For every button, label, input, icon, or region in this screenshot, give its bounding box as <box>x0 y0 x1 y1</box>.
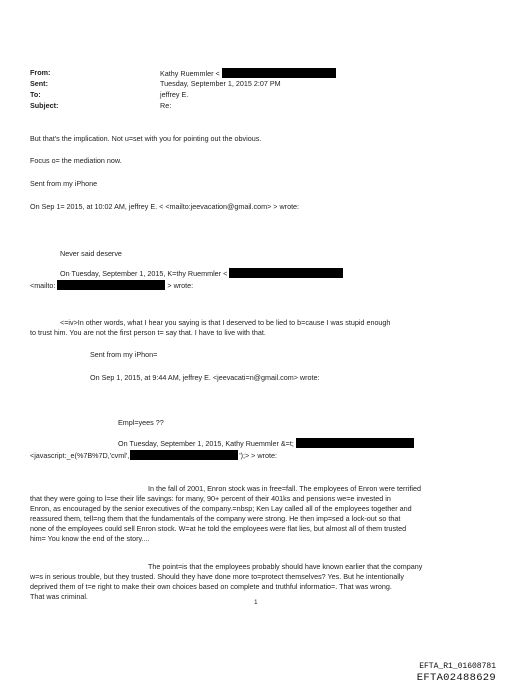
quote-employees: Empl=yees ?? <box>118 418 164 427</box>
javascript-prefix: <javascript:_e(%7B%7D,'cvml', <box>30 451 130 460</box>
sent-value: Tuesday, September 1, 2015 2:07 PM <box>160 79 281 88</box>
enron-line-4: reassured them, tell=ng them that the fundamentals of the company were strong. He then imp=sed a lock-out so that <box>30 514 401 523</box>
quote-header-tuesday-1 <box>60 268 343 279</box>
quote-javascript-line <box>30 450 277 461</box>
doc-id-small: EFTA_R1_01608781 <box>419 662 496 671</box>
enron-line-6: him= You know the end of the story.... <box>30 534 150 543</box>
subject-label: Subject: <box>30 101 59 110</box>
from-label: From: <box>30 68 51 77</box>
body-line-quote-header: On Sep 1= 2015, at 10:02 AM, jeffrey E. < <mailto:jeevacation@gmail.com> > wrote: <box>30 202 300 211</box>
quote-header-text: On Tuesday, September 1, 2015, Kathy Ruemmler &=t; <box>118 439 294 448</box>
from-name: Kathy Ruemmler < <box>160 69 220 78</box>
to-label: To: <box>30 90 41 99</box>
doc-id-large: EFTA02488629 <box>416 672 496 684</box>
para-other-words-1: <=iv>In other words, what I hear you saying is that I deserved to be lied to b=cause I was stupid enough <box>60 318 391 327</box>
quote-header-text: On Tuesday, September 1, 2015, K=thy Ruemmler < <box>60 269 228 278</box>
quote-never-said: Never said deserve <box>60 249 122 258</box>
quote-header-sep-2: On Sep 1, 2015, at 9:44 AM, jeffrey E. <jeevacati=n@gmail.com> wrote: <box>90 373 320 382</box>
point-line-4: That was criminal. <box>30 592 88 601</box>
quote-mailto-line <box>30 280 193 291</box>
from-value <box>160 68 336 79</box>
body-line-sent-iphone: Sent from my iPhone <box>30 179 98 188</box>
point-line-1: The point=is that the employees probably should have known earlier that the company <box>148 562 423 571</box>
mailto-suffix: > wrote: <box>167 281 194 290</box>
redaction-bar <box>130 450 238 460</box>
enron-line-3: Enron, as encouraged by the senior executives of the company.=nbsp; Ken Lay called all of the employees together and <box>30 504 412 513</box>
enron-line-2: that they were going to l=se their life savings: for many, 90+ percent of their 401ks and pensions we=e invested in <box>30 494 391 503</box>
point-line-3: deprived them of t=e right to make their own choices based on complete and truthful informatio=. That was wrong. <box>30 582 392 591</box>
javascript-suffix: ');> > wrote: <box>239 451 277 460</box>
to-value: jeffrey E. <box>160 90 189 99</box>
subject-value: Re: <box>160 101 172 110</box>
body-line-implication: But that's the implication. Not u=set with you for pointing out the obvious. <box>30 134 262 143</box>
page-number: 1 <box>254 599 258 606</box>
redaction-bar <box>296 438 414 448</box>
sent-label: Sent: <box>30 79 48 88</box>
redaction-bar <box>57 280 165 290</box>
enron-line-1: In the fall of 2001, Enron stock was in free=fall. The employees of Enron were terrified <box>148 484 421 493</box>
quote-header-tuesday-2 <box>118 438 414 449</box>
mailto-prefix: <mailto: <box>30 281 56 290</box>
redaction-bar <box>229 268 343 278</box>
para-other-words-2: to trust him. You are not the first person t= say that. I have to live with that. <box>30 328 266 337</box>
redaction-bar <box>222 68 336 78</box>
sent-from-iphone-2: Sent from my iPhon= <box>90 350 158 359</box>
enron-line-5: none of the employees could sell Enron stock. W=at he told the employees were flat lies, but almost all of them trusted <box>30 524 407 533</box>
point-line-2: w=s in serious trouble, but they trusted. Should they have done more to=protect themselves? Yes. But he intentionally <box>30 572 404 581</box>
body-line-focus: Focus o= the mediation now. <box>30 156 122 165</box>
